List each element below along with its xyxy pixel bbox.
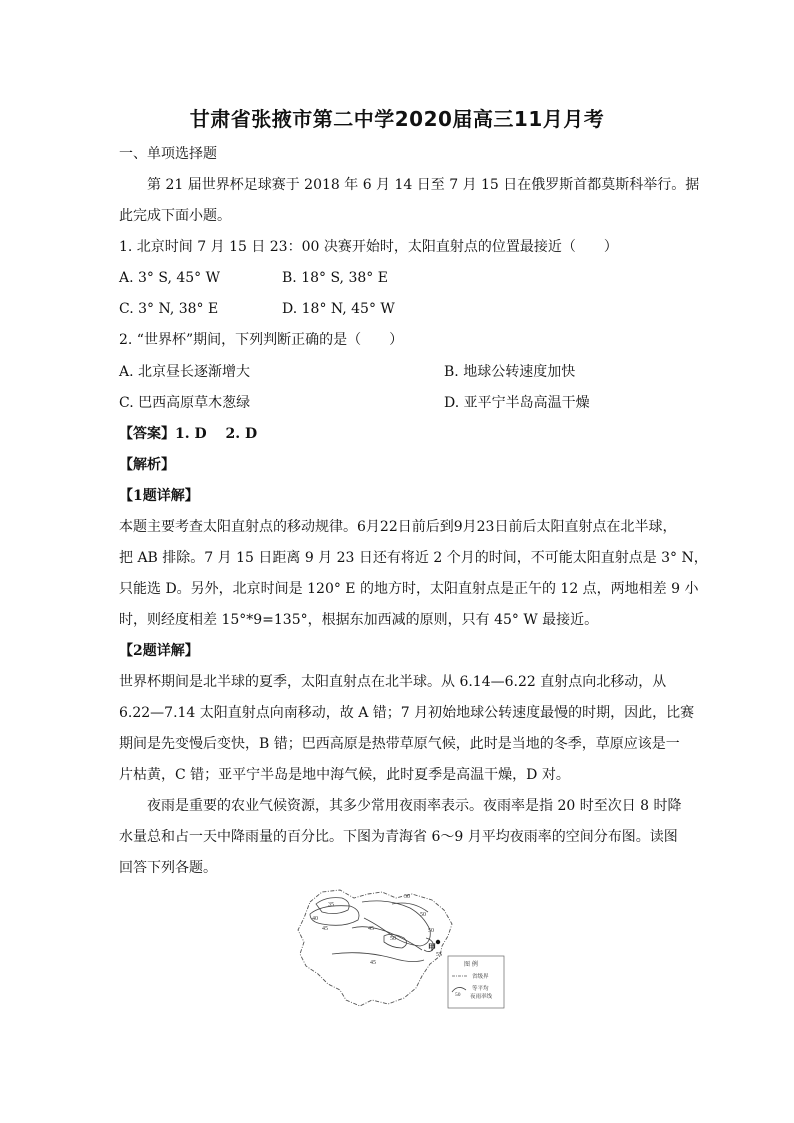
contour-label: 55 (436, 952, 442, 958)
contour-label: 35 (328, 902, 334, 908)
legend-contour-value: 50 (455, 992, 461, 998)
q2-option-a: A. 北京昼长逐渐增大 (119, 364, 251, 380)
detail-1-line: 时，则经度相差 15°*9=135°，根据东加西减的原则，只有 45° W 最接近。 (119, 612, 599, 628)
contour-label: 50 (390, 936, 396, 942)
intro-paragraph-1-line: 第 21 届世界杯足球赛于 2018 年 6 月 14 日至 7 月 15 日在俄罗斯首都莫斯科举行。据 (147, 177, 700, 193)
contour-label: 45 (322, 926, 328, 932)
answer-line: 【答案】1. D 2. D (119, 426, 258, 442)
detail-1-heading: 【1题详解】 (119, 488, 199, 504)
intro-paragraph-2-line: 夜雨是重要的农业气候资源，其多少常用夜雨率表示。夜雨率是指 20 时至次日 8 时降 (147, 798, 682, 814)
contour-label: 50 (420, 912, 426, 918)
detail-2-line: 6.22—7.14 太阳直射点向南移动，故 A 错；7 月初始地球公转速度最慢的时期，因此，比赛 (119, 705, 695, 721)
detail-1-line: 只能选 D。另外，北京时间是 120° E 的地方时，太阳直射点是正午的 12 点，两地相差 9 小 (119, 581, 699, 597)
contour-label: 45 (368, 926, 374, 932)
q1-option-d: D. 18° N, 45° W (282, 301, 395, 317)
q2-option-b: B. 地球公转速度加快 (444, 364, 576, 380)
q1-option-c: C. 3° N, 38° E (119, 301, 219, 317)
page-title: 甘肃省张掖市第二中学2020届高三11月月考 (189, 107, 605, 131)
q2-option-d: D. 亚平宁半岛高温干燥 (444, 395, 590, 411)
contour-line (352, 927, 422, 950)
q2-option-c: C. 巴西高原草木葱绿 (119, 395, 251, 411)
question-2: 2. “世界杯”期间，下列判断正确的是（ ） (119, 332, 404, 348)
legend-border-label: 省级界 (472, 974, 489, 980)
contour-line (392, 903, 428, 912)
question-1: 1. 北京时间 7 月 15 日 23：00 决赛开始时，太阳直射点的位置最接近（ ） (119, 239, 618, 255)
contour-line (332, 953, 424, 962)
legend-contour-label: 等平均 (472, 986, 489, 992)
detail-2-line: 期间是先变慢后变快，B 错；巴西高原是热带草原气候，此时是当地的冬季，草原应该是一 (119, 736, 680, 752)
q1-option-b: B. 18° S, 38° E (282, 270, 388, 286)
detail-1-line: 把 AB 排除。7 月 15 日距离 9 月 23 日还有将近 2 个月的时间，不可能太阳直射点是 3° N， (119, 550, 708, 566)
analysis-heading: 【解析】 (119, 457, 175, 473)
contour-label: 50 (428, 928, 434, 934)
legend-title: 图 例 (464, 961, 478, 968)
contour-line (362, 901, 430, 946)
detail-1-line: 本题主要考查太阳直射点的移动规律。6月22日前后到9月23日前后太阳直射点在北半球， (119, 519, 677, 535)
detail-2-heading: 【2题详解】 (119, 643, 199, 659)
section-heading: 一、单项选择题 (119, 146, 217, 162)
q1-option-a: A. 3° S, 45° W (119, 270, 221, 286)
qinghai-night-rain-map (292, 884, 508, 1012)
contour-label: 45 (370, 960, 376, 966)
intro-paragraph-2-line: 回答下列各题。 (119, 860, 217, 876)
detail-2-line: 片枯黄，C 错；亚平宁半岛是地中海气候，此时夏季是高温干燥，D 对。 (119, 767, 570, 783)
contour-label: 50 (404, 894, 410, 900)
intro-paragraph-1-line: 此完成下面小题。 (119, 208, 231, 224)
contour-label: 40 (312, 916, 318, 922)
legend-contour-label: 夜雨率线 (470, 994, 493, 1000)
detail-2-line: 世界杯期间是北半球的夏季，太阳直射点在北半球。从 6.14—6.22 直射点向北移动，从 (119, 674, 667, 690)
point-jia-marker (436, 940, 440, 944)
intro-paragraph-2-line: 水量总和占一天中降雨量的百分比。下图为青海省 6～9 月平均夜雨率的空间分布图。读图 (119, 829, 678, 845)
point-jia-label: 甲 (428, 943, 436, 952)
